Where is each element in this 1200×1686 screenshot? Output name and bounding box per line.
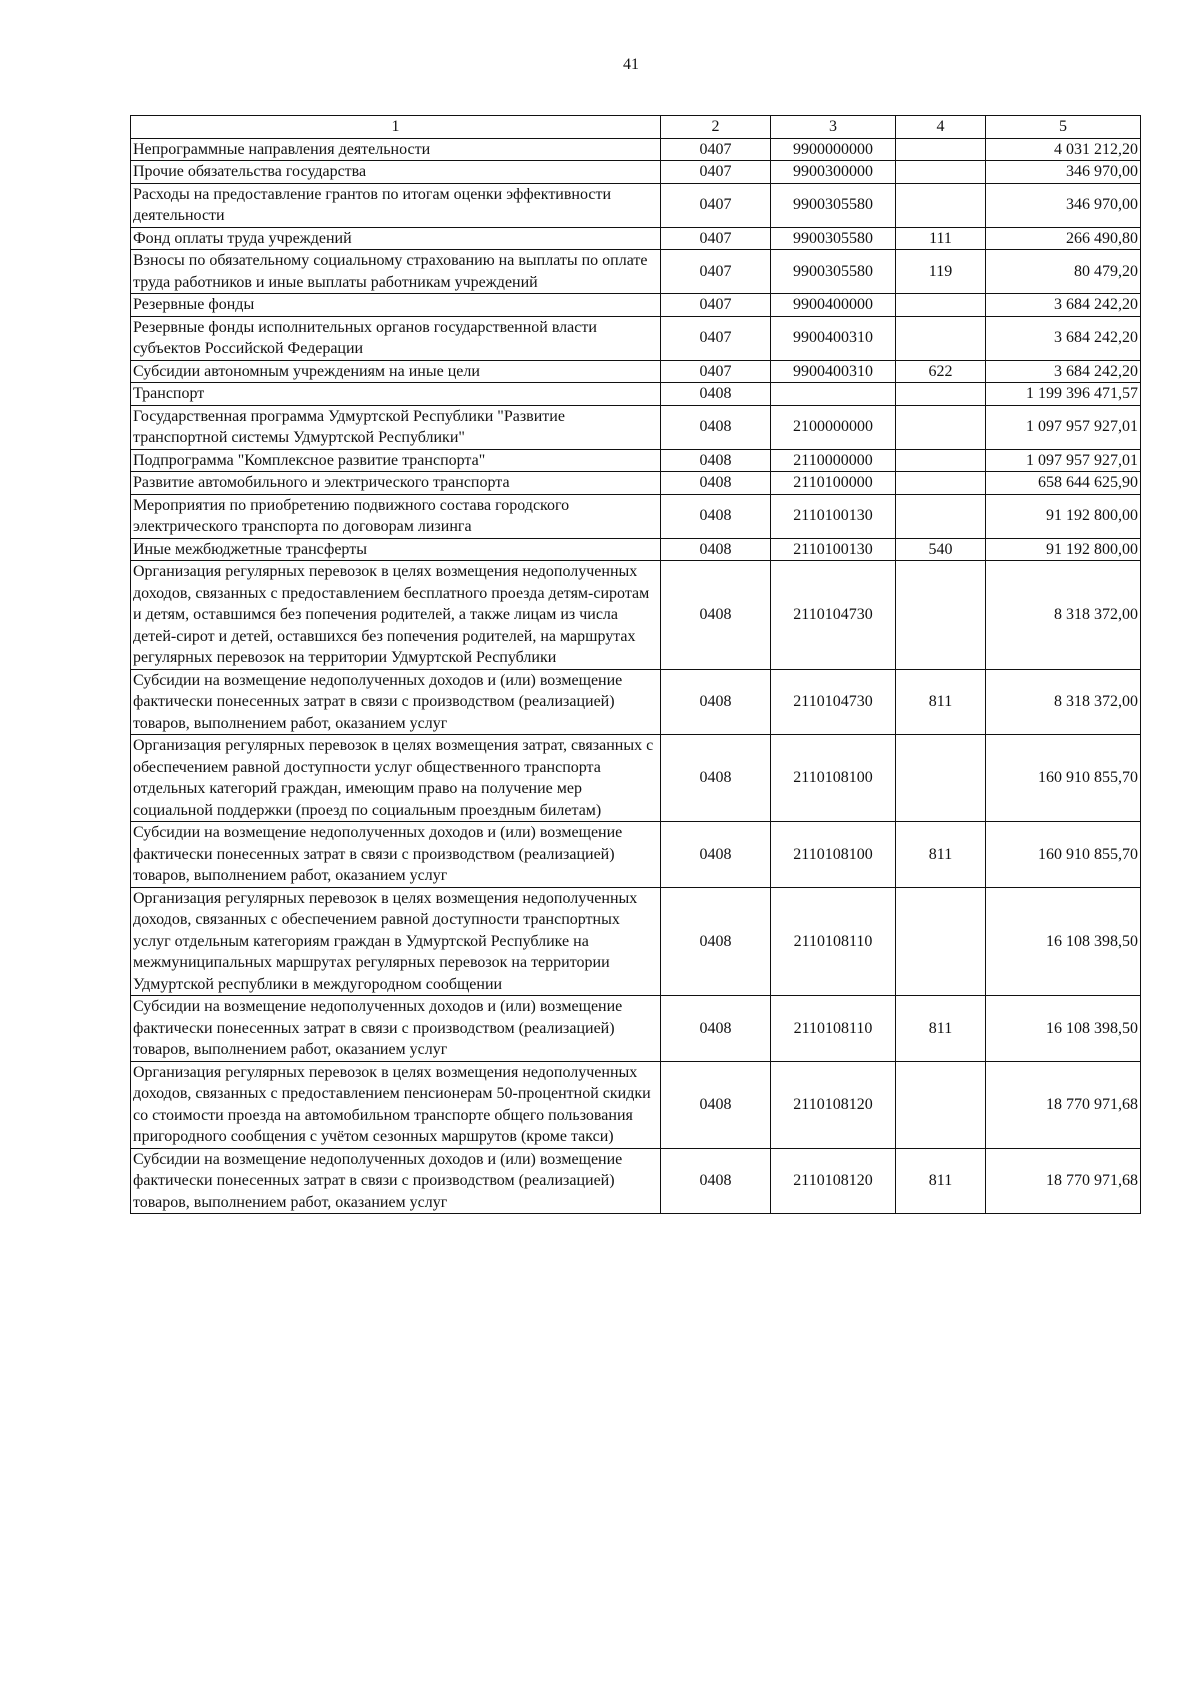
table-row: [131, 561, 1141, 670]
row-section-code: 0407: [661, 227, 771, 250]
row-target-code: 9900400000: [771, 294, 896, 317]
row-target-code: 2110104730: [771, 669, 896, 735]
row-section-code: 0408: [661, 887, 771, 996]
table-row: [131, 996, 1141, 1062]
row-amount: 91 192 800,00: [986, 538, 1141, 561]
row-name: Подпрограмма "Комплексное развитие транспорта": [131, 449, 661, 472]
row-section-code: 0407: [661, 138, 771, 161]
table-row: [131, 294, 1141, 317]
row-target-code: [771, 383, 896, 406]
row-name: Развитие автомобильного и электрического транспорта: [131, 472, 661, 495]
row-amount: 16 108 398,50: [986, 887, 1141, 996]
row-amount: 91 192 800,00: [986, 494, 1141, 538]
row-section-code: 0408: [661, 383, 771, 406]
column-header-5: 5: [986, 116, 1141, 139]
row-amount: 80 479,20: [986, 250, 1141, 294]
row-name: Прочие обязательства государства: [131, 161, 661, 184]
row-amount: 1 097 957 927,01: [986, 405, 1141, 449]
row-name: Резервные фонды: [131, 294, 661, 317]
row-target-code: 9900400310: [771, 316, 896, 360]
row-expense-type: 119: [896, 250, 986, 294]
row-amount: 658 644 625,90: [986, 472, 1141, 495]
table-row: [131, 227, 1141, 250]
table-row: [131, 183, 1141, 227]
row-name: Субсидии на возмещение недополученных доходов и (или) возмещение фактически понесенных затрат в связи с производством (реализацией) товаров, выполнением работ, оказанием услуг: [131, 822, 661, 888]
row-name: Субсидии автономным учреждениям на иные цели: [131, 360, 661, 383]
table-row: [131, 161, 1141, 184]
table-row: [131, 449, 1141, 472]
column-header-3: 3: [771, 116, 896, 139]
row-target-code: 2110108100: [771, 735, 896, 822]
row-expense-type: 811: [896, 669, 986, 735]
row-name: Расходы на предоставление грантов по итогам оценки эффективности деятельности: [131, 183, 661, 227]
row-name: Резервные фонды исполнительных органов государственной власти субъектов Российской Федерации: [131, 316, 661, 360]
row-expense-type: [896, 561, 986, 670]
row-expense-type: 811: [896, 822, 986, 888]
table-row: [131, 250, 1141, 294]
row-target-code: 9900305580: [771, 250, 896, 294]
row-expense-type: [896, 735, 986, 822]
row-target-code: 2100000000: [771, 405, 896, 449]
row-section-code: 0408: [661, 561, 771, 670]
row-target-code: 2110108100: [771, 822, 896, 888]
row-target-code: 2110100000: [771, 472, 896, 495]
row-amount: 18 770 971,68: [986, 1061, 1141, 1148]
row-expense-type: 622: [896, 360, 986, 383]
table-row: [131, 472, 1141, 495]
table-row: [131, 1148, 1141, 1214]
column-header-2: 2: [661, 116, 771, 139]
row-section-code: 0408: [661, 494, 771, 538]
row-name: Субсидии на возмещение недополученных доходов и (или) возмещение фактически понесенных затрат в связи с производством (реализацией) товаров, выполнением работ, оказанием услуг: [131, 996, 661, 1062]
row-amount: 4 031 212,20: [986, 138, 1141, 161]
table-row: [131, 887, 1141, 996]
row-expense-type: 811: [896, 1148, 986, 1214]
table-row: [131, 735, 1141, 822]
row-target-code: 2110104730: [771, 561, 896, 670]
row-name: Непрограммные направления деятельности: [131, 138, 661, 161]
row-expense-type: [896, 183, 986, 227]
row-expense-type: [896, 494, 986, 538]
row-expense-type: [896, 472, 986, 495]
row-section-code: 0408: [661, 669, 771, 735]
row-section-code: 0408: [661, 1148, 771, 1214]
row-target-code: 2110000000: [771, 449, 896, 472]
row-name: Субсидии на возмещение недополученных доходов и (или) возмещение фактически понесенных затрат в связи с производством (реализацией) товаров, выполнением работ, оказанием услуг: [131, 669, 661, 735]
row-expense-type: 811: [896, 996, 986, 1062]
table-body: [131, 138, 1141, 1214]
row-amount: 266 490,80: [986, 227, 1141, 250]
row-name: Организация регулярных перевозок в целях возмещения недополученных доходов, связанных с предоставлением бесплатного проезда детям-сиротам и детям, оставшимся без попечения родителей, а также лицам из числа детей-сирот и детей, оставшихся без попечения родителей, на маршрутах регулярных перевозок на территории Удмуртской Республики: [131, 561, 661, 670]
row-name: Организация регулярных перевозок в целях возмещения затрат, связанных с обеспечением равной доступности услуг общественного транспорта отдельных категорий граждан, имеющим право на получение мер социальной поддержки (проезд по социальным проездным билетам): [131, 735, 661, 822]
row-name: Фонд оплаты труда учреждений: [131, 227, 661, 250]
row-expense-type: [896, 161, 986, 184]
table-row: [131, 669, 1141, 735]
row-name: Государственная программа Удмуртской Республики "Развитие транспортной системы Удмуртской Республики": [131, 405, 661, 449]
row-expense-type: [896, 1061, 986, 1148]
row-expense-type: [896, 449, 986, 472]
row-section-code: 0407: [661, 183, 771, 227]
table-row: [131, 822, 1141, 888]
row-section-code: 0407: [661, 161, 771, 184]
row-section-code: 0407: [661, 316, 771, 360]
row-expense-type: [896, 138, 986, 161]
row-amount: 8 318 372,00: [986, 669, 1141, 735]
row-section-code: 0407: [661, 294, 771, 317]
row-target-code: 9900000000: [771, 138, 896, 161]
row-amount: 16 108 398,50: [986, 996, 1141, 1062]
row-target-code: 2110100130: [771, 494, 896, 538]
row-target-code: 9900305580: [771, 227, 896, 250]
row-section-code: 0407: [661, 360, 771, 383]
row-section-code: 0408: [661, 822, 771, 888]
row-expense-type: [896, 316, 986, 360]
row-expense-type: [896, 294, 986, 317]
row-expense-type: [896, 383, 986, 406]
table-row: [131, 316, 1141, 360]
row-target-code: 2110108120: [771, 1061, 896, 1148]
table-header-row: [131, 116, 1141, 139]
row-section-code: 0408: [661, 996, 771, 1062]
row-section-code: 0408: [661, 538, 771, 561]
row-section-code: 0408: [661, 472, 771, 495]
row-name: Взносы по обязательному социальному страхованию на выплаты по оплате труда работников и иные выплаты работникам учреждений: [131, 250, 661, 294]
row-amount: 3 684 242,20: [986, 360, 1141, 383]
row-target-code: 2110108110: [771, 887, 896, 996]
table-row: [131, 494, 1141, 538]
row-expense-type: 540: [896, 538, 986, 561]
row-amount: 3 684 242,20: [986, 294, 1141, 317]
page-number: 41: [623, 56, 639, 73]
row-amount: 1 097 957 927,01: [986, 449, 1141, 472]
table-row: [131, 138, 1141, 161]
row-section-code: 0408: [661, 449, 771, 472]
row-expense-type: [896, 887, 986, 996]
row-amount: 346 970,00: [986, 161, 1141, 184]
row-section-code: 0408: [661, 735, 771, 822]
row-amount: 160 910 855,70: [986, 735, 1141, 822]
row-name: Субсидии на возмещение недополученных доходов и (или) возмещение фактически понесенных затрат в связи с производством (реализацией) товаров, выполнением работ, оказанием услуг: [131, 1148, 661, 1214]
row-target-code: 9900300000: [771, 161, 896, 184]
column-header-1: 1: [131, 116, 661, 139]
row-target-code: 2110108120: [771, 1148, 896, 1214]
budget-table: [130, 115, 1141, 1214]
row-name: Иные межбюджетные трансферты: [131, 538, 661, 561]
row-section-code: 0408: [661, 405, 771, 449]
row-name: Мероприятия по приобретению подвижного состава городского электрического транспорта по договорам лизинга: [131, 494, 661, 538]
row-target-code: 2110108110: [771, 996, 896, 1062]
row-target-code: 2110100130: [771, 538, 896, 561]
column-header-4: 4: [896, 116, 986, 139]
table-row: [131, 1061, 1141, 1148]
row-section-code: 0407: [661, 250, 771, 294]
row-target-code: 9900305580: [771, 183, 896, 227]
row-amount: 346 970,00: [986, 183, 1141, 227]
row-amount: 18 770 971,68: [986, 1148, 1141, 1214]
row-amount: 8 318 372,00: [986, 561, 1141, 670]
table-row: [131, 538, 1141, 561]
row-section-code: 0408: [661, 1061, 771, 1148]
row-expense-type: [896, 405, 986, 449]
table-row: [131, 360, 1141, 383]
row-amount: 3 684 242,20: [986, 316, 1141, 360]
row-amount: 1 199 396 471,57: [986, 383, 1141, 406]
row-name: Организация регулярных перевозок в целях возмещения недополученных доходов, связанных с обеспечением равной доступности транспортных услуг отдельным категориям граждан в Удмуртской Республике на межмуниципальных маршрутах регулярных перевозок на территории Удмуртской республики в междугородном сообщении: [131, 887, 661, 996]
table-row: [131, 405, 1141, 449]
row-expense-type: 111: [896, 227, 986, 250]
table-row: [131, 383, 1141, 406]
row-amount: 160 910 855,70: [986, 822, 1141, 888]
row-target-code: 9900400310: [771, 360, 896, 383]
row-name: Транспорт: [131, 383, 661, 406]
row-name: Организация регулярных перевозок в целях возмещения недополученных доходов, связанных с предоставлением пенсионерам 50-процентной скидки со стоимости проезда на автомобильном транспорте общего пользования пригородного сообщения с учётом сезонных маршрутов (кроме такси): [131, 1061, 661, 1148]
